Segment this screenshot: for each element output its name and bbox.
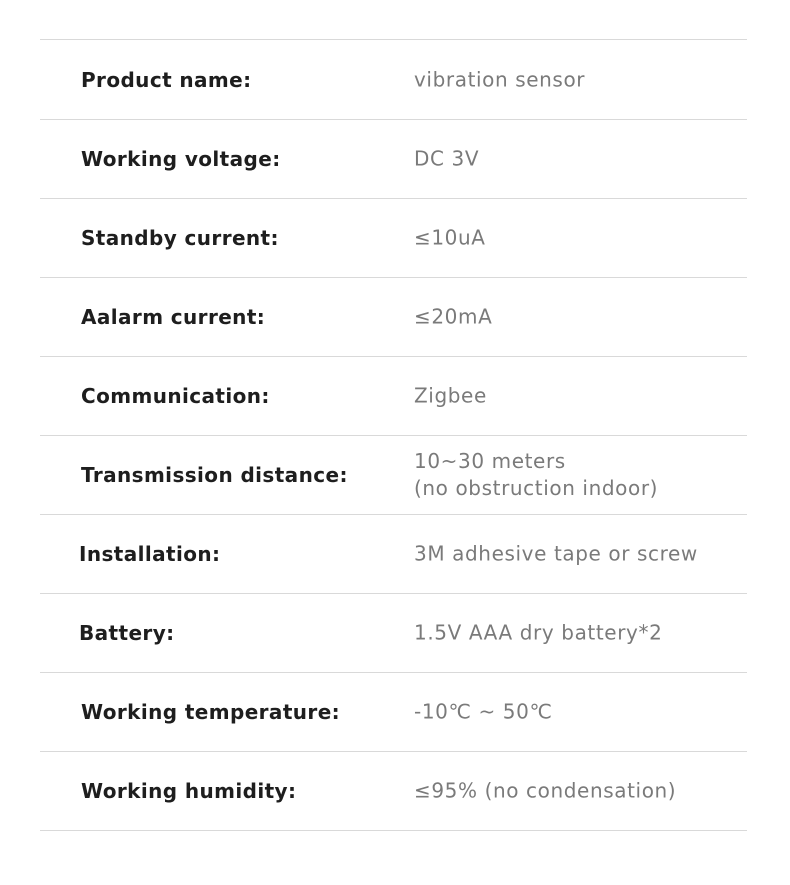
spec-value-line: -10℃ ~ 50℃ (414, 699, 553, 724)
spec-value-line: 3M adhesive tape or screw (414, 541, 698, 566)
spec-label: Product name: (81, 67, 252, 92)
spec-row-standby-current (40, 199, 747, 278)
spec-row-working-voltage (40, 120, 747, 199)
spec-value-line: ≤20mA (414, 304, 493, 329)
spec-value (414, 304, 492, 331)
spec-value (414, 541, 698, 568)
spec-value-line: vibration sensor (414, 67, 586, 91)
spec-row-working-temperature (40, 673, 747, 752)
spec-value-line: ≤95% (no condensation) (414, 778, 677, 803)
spec-value (414, 620, 662, 647)
spec-value (414, 225, 486, 252)
spec-value (414, 383, 487, 410)
spec-label: Battery: (79, 621, 175, 645)
spec-table (40, 39, 747, 831)
spec-value (414, 448, 658, 502)
spec-label: Working temperature: (81, 700, 341, 724)
spec-label: Working voltage: (81, 147, 281, 171)
spec-value-line: Zigbee (414, 383, 487, 408)
spec-label: Working humidity: (81, 779, 297, 803)
spec-row-battery (40, 594, 747, 673)
spec-value-line: 1.5V AAA dry battery*2 (414, 620, 663, 645)
spec-value (414, 778, 676, 805)
spec-row-transmission-distance (40, 436, 747, 515)
spec-row-product-name (40, 40, 747, 120)
spec-value (414, 146, 479, 173)
spec-label: Installation: (79, 542, 221, 566)
spec-value (414, 699, 553, 726)
spec-value (414, 66, 585, 93)
spec-row-installation (40, 515, 747, 594)
spec-value-line: (no obstruction indoor) (414, 476, 659, 500)
spec-value-line: 10~30 meters (414, 449, 566, 473)
spec-label: Communication: (81, 384, 270, 408)
spec-row-alarm-current (40, 278, 747, 357)
spec-row-communication (40, 357, 747, 436)
spec-label: Aalarm current: (81, 305, 266, 329)
spec-label: Transmission distance: (81, 463, 348, 487)
spec-value-line: ≤10uA (414, 225, 486, 250)
spec-value-line: DC 3V (414, 146, 480, 171)
spec-row-working-humidity (40, 752, 747, 831)
spec-label: Standby current: (81, 226, 279, 250)
